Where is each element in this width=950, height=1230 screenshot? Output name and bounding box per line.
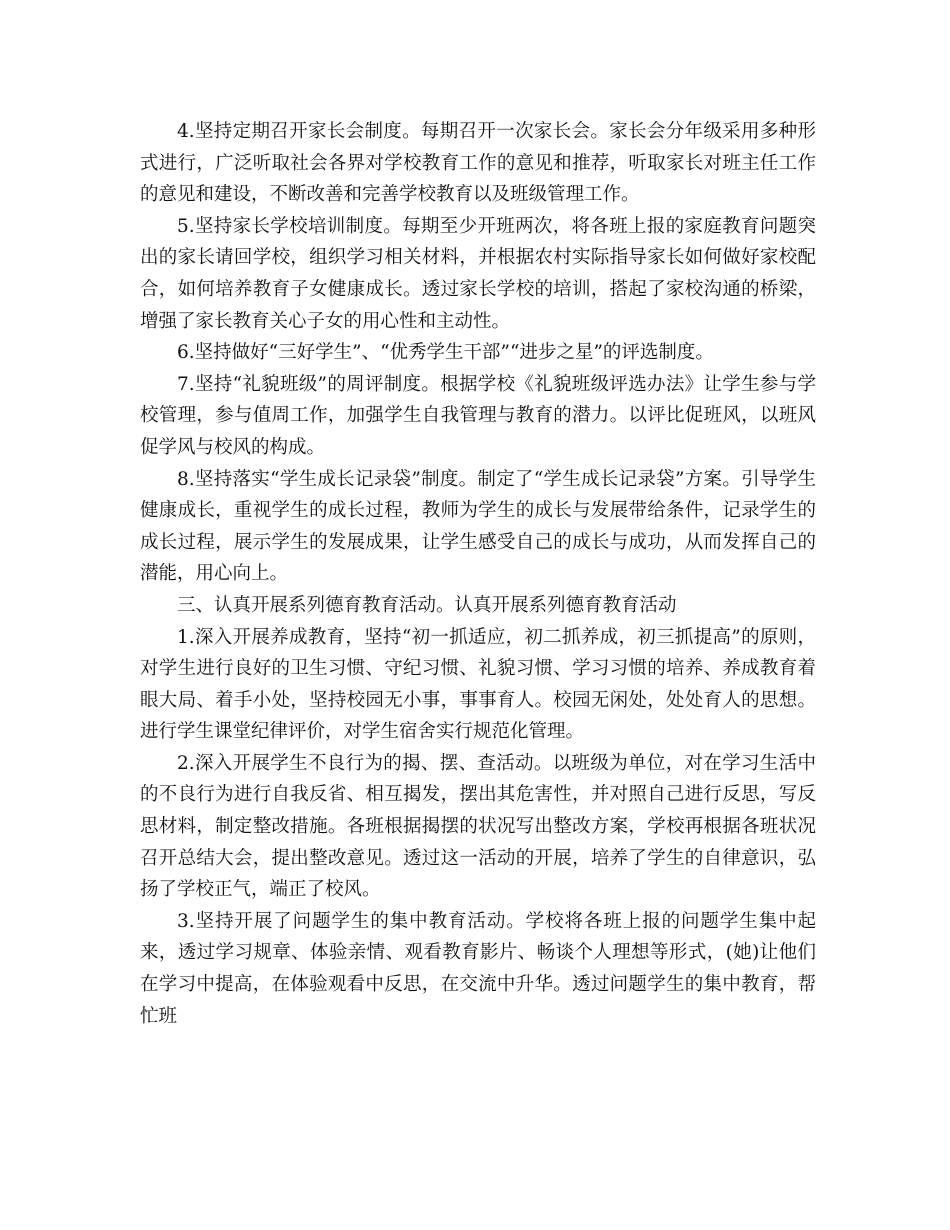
paragraph-habit-education: 1.深入开展养成教育，坚持“初一抓适应，初二抓养成，初三抓提高”的原则，对学生进行良好的卫生习惯、守纪习惯、礼貌习惯、学习习惯的培养、养成教育着眼大局、着手小处，坚持校园无小事，事事育人。校园无闲处，处处育人的思想。进行学生课堂纪律评价，对学生宿舍实行规范化管理。 [140, 626, 816, 743]
paragraph-student-awards: 6.坚持做好“三好学生”、“优秀学生干部”“进步之星”的评选制度。 [177, 342, 714, 364]
paragraph-parent-meeting: 4.坚持定期召开家长会制度。每期召开一次家长会。家长会分年级采用多种形式进行，广泛听取社会各界对学校教育工作的意见和推荐，听取家长对班主任工作的意见和建设，不断改善和完善学校教育以及班级管理工作。 [140, 121, 816, 206]
paragraph-bad-behavior-activity: 2.深入开展学生不良行为的揭、摆、查活动。以班级为单位，对在学习生活中的不良行为进行自我反省、相互揭发，摆出其危害性，并对照自己进行反思，写反思材料，制定整改措施。各班根据揭摆的状况写出整改方案，学校再根据各班状况召开总结大会，提出整改意见。透过这一活动的开展，培养了学生的自律意识，弘扬了学校正气，端正了校风。 [140, 752, 816, 901]
paragraph-problem-students: 3.坚持开展了问题学生的集中教育活动。学校将各班上报的问题学生集中起来，透过学习规章、体验亲情、观看教育影片、畅谈个人理想等形式，(她)让他们在学习中提高，在体验观看中反思，在交流中升华。透过问题学生的集中教育，帮忙班 [140, 910, 816, 1027]
paragraph-parent-school-training: 5.坚持家长学校培训制度。每期至少开班两次，将各班上报的家庭教育问题突出的家长请回学校，组织学习相关材料，并根据农村实际指导家长如何做好家校配合，如何培养教育子女健康成长。透过家长学校的培训，搭起了家校沟通的桥梁，增强了家长教育关心子女的用心性和主动性。 [140, 215, 816, 332]
paragraph-polite-class: 7.坚持“礼貌班级”的周评制度。根据学校《礼貌班级评选办法》让学生参与学校管理，参与值周工作，加强学生自我管理与教育的潜力。以评比促班风，以班风促学风与校风的构成。 [140, 373, 816, 458]
section-heading-moral-education: 三、认真开展系列德育教育活动。认真开展系列德育教育活动 [177, 594, 677, 616]
document-body [140, 116, 816, 1032]
paragraph-growth-record: 8.坚持落实“学生成长记录袋”制度。制定了“学生成长记录袋”方案。引导学生健康成长，重视学生的成长过程，教师为学生的成长与发展带给条件，记录学生的成长过程，展示学生的发展成果，让学生感受自己的成长与成功，从而发挥自己的潜能，用心向上。 [140, 468, 816, 585]
